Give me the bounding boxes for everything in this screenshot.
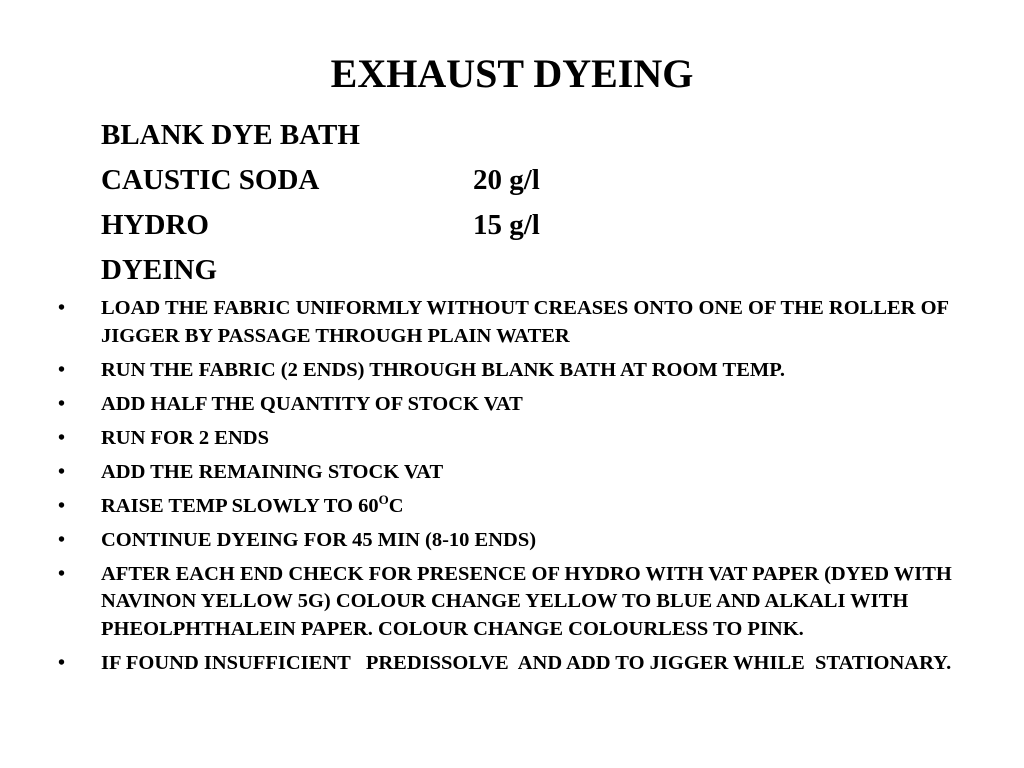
list-item <box>58 425 978 453</box>
step-text: IF FOUND INSUFFICIENT PREDISSOLVE AND ADD TO JIGGER WHILE STATIONARY. <box>101 651 952 674</box>
slide-title: EXHAUST DYEING <box>330 51 694 96</box>
recipe-label: CAUSTIC SODA <box>101 164 320 196</box>
recipe-line <box>101 248 701 293</box>
list-item <box>58 295 978 350</box>
bullet-icon: • <box>58 494 66 517</box>
bullet-icon: • <box>58 358 66 381</box>
recipe-line <box>101 203 701 248</box>
recipe-line <box>101 113 701 158</box>
recipe-label: HYDRO <box>101 209 209 241</box>
recipe-value: 15 g/l <box>473 209 540 241</box>
step-text-suffix: C <box>388 494 404 517</box>
step-text: LOAD THE FABRIC UNIFORMLY WITHOUT CREASES ONTO ONE OF THE ROLLER OF JIGGER BY PASSAGE THROUGH PLAIN WATER <box>101 297 949 347</box>
step-text: RUN FOR 2 ENDS <box>101 426 269 449</box>
step-text: CONTINUE DYEING FOR 45 MIN (8-10 ENDS) <box>101 528 537 551</box>
recipe-value: 20 g/l <box>473 164 540 196</box>
list-item <box>58 527 978 555</box>
bullet-icon: • <box>58 460 66 483</box>
recipe-label: DYEING <box>101 254 218 286</box>
bullet-icon: • <box>58 651 66 674</box>
bullet-icon: • <box>58 426 66 449</box>
bullet-icon: • <box>58 392 66 415</box>
list-item <box>58 391 978 419</box>
list-item <box>58 493 978 521</box>
step-text: RAISE TEMP SLOWLY TO 60 <box>101 494 379 517</box>
steps-list <box>58 295 978 684</box>
step-text: AFTER EACH END CHECK FOR PRESENCE OF HYDRO WITH VAT PAPER (DYED WITH NAVINON YELLOW 5G) COLOUR CHANGE YELLOW TO BLUE AND ALKALI WITH PHEOLPHTHALEIN PAPER. COLOUR CHANGE COLOURLESS TO PINK. <box>101 562 952 640</box>
bullet-icon: • <box>58 297 66 319</box>
list-item <box>58 459 978 487</box>
step-text: ADD THE REMAINING STOCK VAT <box>101 460 444 483</box>
recipe-block <box>101 113 701 293</box>
bullet-icon: • <box>58 562 66 585</box>
bullet-icon: • <box>58 528 66 551</box>
step-text: ADD HALF THE QUANTITY OF STOCK VAT <box>101 392 523 415</box>
recipe-label: BLANK DYE BATH <box>101 119 360 151</box>
list-item <box>58 650 978 678</box>
list-item <box>58 561 978 644</box>
degree-superscript: O <box>378 491 389 507</box>
step-text: RUN THE FABRIC (2 ENDS) THROUGH BLANK BATH AT ROOM TEMP. <box>101 358 785 381</box>
list-item <box>58 357 978 385</box>
recipe-line <box>101 158 701 203</box>
